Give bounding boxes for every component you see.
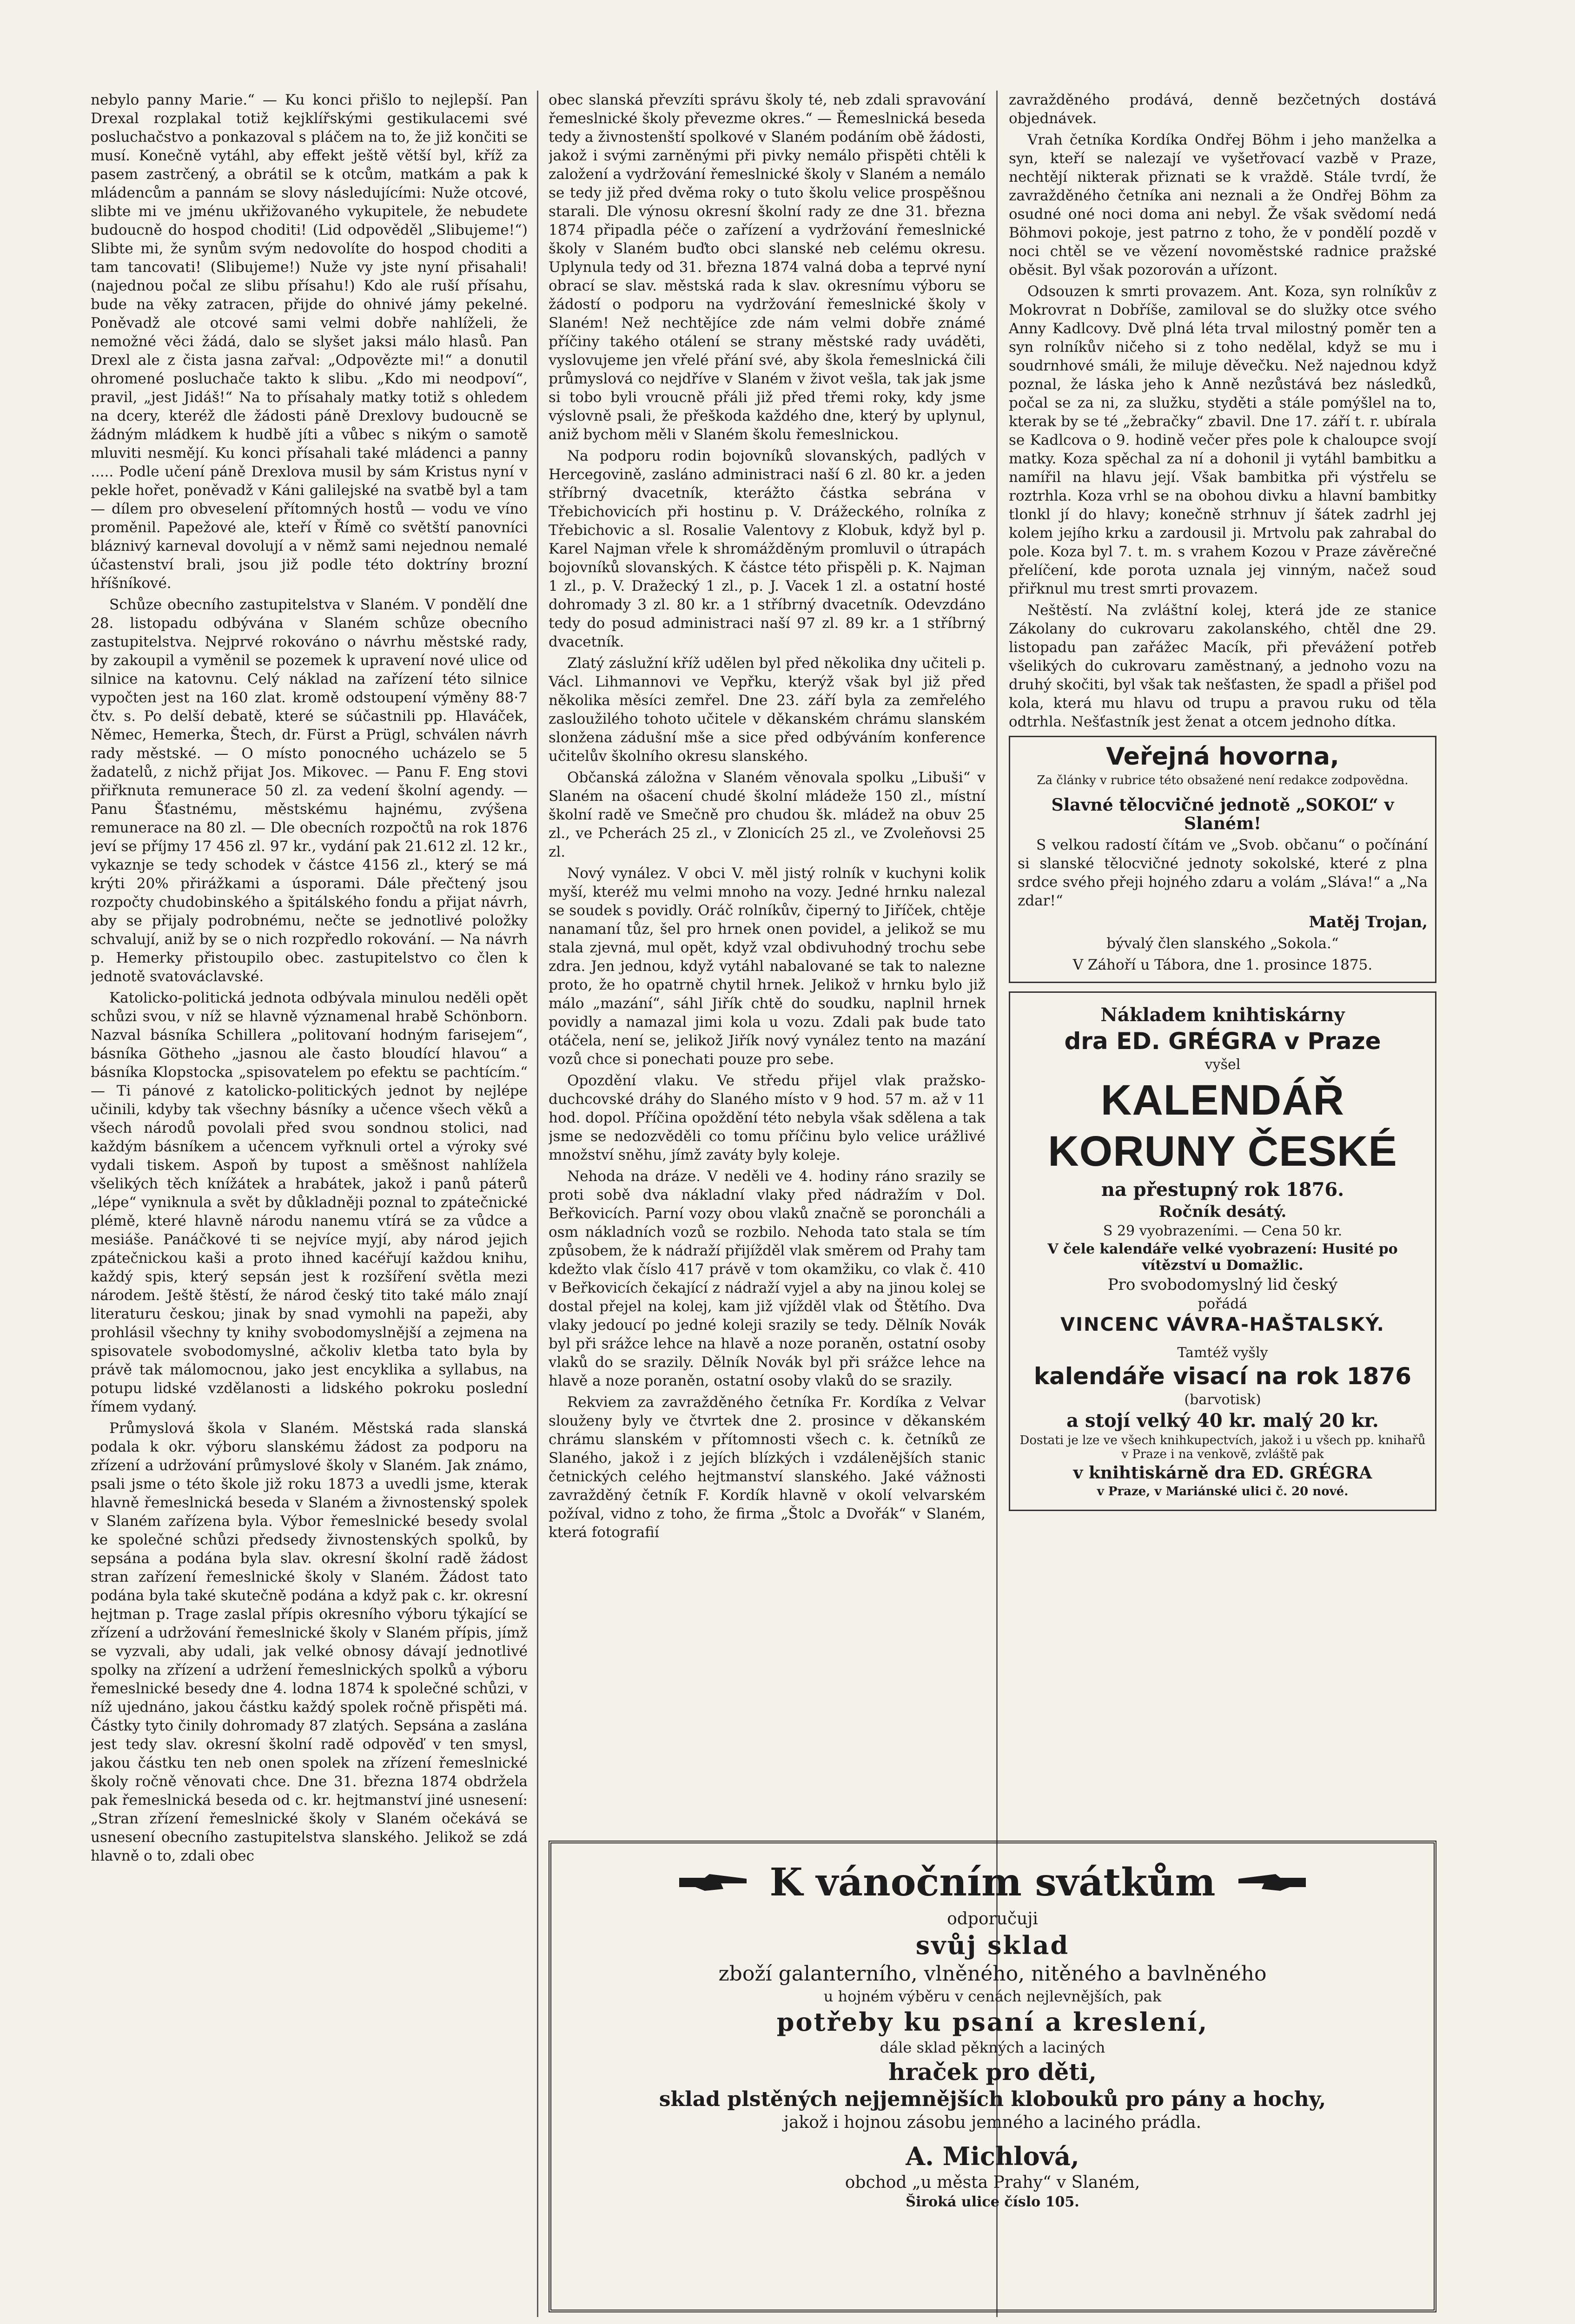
ad-line: u hojném výběru v cenách nejlevnějších, pak	[823, 1987, 1162, 2005]
article-paragraph: Průmyslová škola v Slaném. Městská rada slanská podala k okr. výboru slanskému žádost za podporu na zřízení a udržování průmyslové školy v Slaném. Jak známo, psali jsme o této škole již roku 1873 a uvedli jsme, kterak hlavně řemeslnická beseda v Slaném a živnostenský spolek v Slaném zařízena byla. Výbor řemeslnické besedy svolal ke společné schůzi předsedy živnostenských spolků, by sepsána a podána byla slav. okresní školní radě žádost stran zařízení řemeslnické školy v Slaném. Žádost tato podána byla také skutečně podána a když pak c. kr. okresní hejtman p. Trage zaslal přípis okresního výboru týkající se zřízení a udržování řemeslnické školy v Slaném přípis, jímž se vyzvali, aby udali, jak velké obnosy dávají jednotlivé spolky na zřízení a udržení řemeslnických spolků a výboru řemeslnické besedy dne 4. lodna 1874 k společné schůzi, v níž ujednáno, jakou částku každý spolek ročně přispěti má. Částky tyto činily dohromady 87 zlatých. Sepsána a zaslána jest tedy slav. okresní školní radě odpověď v ten smysl, jakou částku ten neb onen spolek na zřízení řemeslnické školy ročně věnovati chce. Dne 31. března 1874 obdržela pak řemeslnická beseda od c. kr. hejtmanství jiné usnesení: „Stran zřízení řemeslnické školy v Slaném očekává se usnesení obecního zastupitelstva slanského. Jelikož se zdá hlavně o to, zdali obec	[91, 1420, 528, 1864]
pointing-hand-left-icon	[1234, 1868, 1308, 1896]
ad-line: Nákladem knihtiskárny	[1100, 1004, 1345, 1026]
article-paragraph: Katolicko-politická jednota odbývala minulou neděli opět schůzi svou, v níž se hlavně významenal hrabě Schönborn. Nazval básníka Schillera „politovaní hodným farisejem“, básníka Götheho „jasnou ale často bloudící hlavou“ a básníka Klopstocka „spisovatelem po efektu se pachtícím.“ — Ti pánové z katolicko-politických jednot by nejlépe učinili, kdyby tak všechny básníky a učence všech věků a všech národů povolali před svou sondnou stolici, nad každým básníkem a učencem vyřknuli ortel a výroky své vydali tiskem. Aspoň by tupost a směšnost nahlížela všelikých těch knížátek a hrabátek, jakož i panů páterů „lépe“ vyniknula a svět by důkladněji poznal to zpátečnické plémě, které hlavně národu nanemu vtírá se za vůdce a mesiáše. Panáčkové ti se nejvíce myjí, aby národ jejich zpátečnickou kaši a proto ihned kacéřují každou knihu, každý spis, který sepsán jest k rozšíření světla mezi národem. Ještě štěstí, že národ český tito také málo znají literaturu českou; jinak by snad vymohli na papeži, aby prohlásil všechny ty knihy svobodomyslnější a zejmena na spisovatele svobodomyslné, ačkoliv kletba tato byla by právě tak málomocnou, jako jest encyklika a syllabus, na potupu lidské vzdělanosti a lidského pokroku poslední římem vydaný.	[91, 990, 528, 1415]
ad-price: a stojí velký 40 kr. malý 20 kr.	[1066, 1410, 1379, 1432]
newspaper-page	[91, 91, 1436, 2317]
article-paragraph: zavražděného prodává, denně bezčetných dostává objednávek.	[1009, 92, 1436, 127]
ad-title: KALENDÁŘ KORUNY ČESKÉ	[1048, 1076, 1397, 1175]
ad-line: na přestupný rok 1876.	[1101, 1179, 1344, 1201]
article-paragraph: Opozdění vlaku. Ve středu přijel vlak pražsko-duchcovské dráhy do Slaného místo v 9 hod. 57 m. až v 11 hod. dopol. Příčina opoždění této nebyla však sdělena a tak jsme se nedozvěděli co tomu příčinu bylo velice urážlivé množství sněhu, jímž zaváty byly koleje.	[549, 1072, 986, 1163]
ad-line: zboží galanterního, vlněného, nitěného a bavlněného	[718, 1962, 1267, 1986]
ad-headline	[570, 1860, 1415, 1905]
ad-subtitle: kalendáře visací na rok 1876	[1033, 1363, 1412, 1390]
article-paragraph: Vrah četníka Kordíka Ondřej Böhm i jeho manželka a syn, kteří se nalezají ve vyšetřovací vazbě v Praze, nechtějí nikterak přiznati se k vraždě. Stále tvrdí, že zavražděného četníka ani neznali a že Ondřej Böhm za osudné oné noci doma ani nebyl. Že však svědomí nedá Böhmovi pokoje, jest patrno z toho, že v pondělí pozdě v noci chtěl se ve vězení novoměstské radnice pražské oběsit. Byl však pozorován a uřízont.	[1009, 132, 1436, 278]
ad-line: v knihtiskárně dra ED. GRÉGRA	[1073, 1463, 1372, 1483]
ad-line: odporučuji	[947, 1909, 1038, 1928]
ad-merchant-name: A. Michlová,	[906, 2141, 1079, 2171]
ad-line: Ročník desátý.	[1158, 1202, 1287, 1221]
section-title: Veřejná hovorna,	[1106, 743, 1339, 771]
ad-line: hraček pro děti,	[888, 2058, 1097, 2086]
letter-signer-role: bývalý člen slanského „Sokola.“	[1106, 935, 1339, 952]
public-forum-section	[1009, 736, 1436, 983]
calendar-advertisement	[1009, 991, 1436, 1511]
letter-addressee: Slavné tělocvičné jednotě „SOKOL“ v Slaném!	[1051, 795, 1394, 833]
ad-line: obchod „u města Prahy“ v Slaném,	[845, 2173, 1140, 2192]
letter-signature: Matěj Trojan,	[1309, 913, 1428, 931]
ad-line: Tamtéž vyšly	[1177, 1345, 1268, 1361]
ad-title: K vánočním svátkům	[769, 1860, 1216, 1905]
ad-address: Široká ulice číslo 105.	[906, 2194, 1079, 2210]
article-paragraph: Nový vynález. V obci V. měl jistý rolník v kuchyni kolik myší, kteréž mu velmi mnoho na vozy. Jedné hrnku nalezal se soudek s povidly. Oráč rolníkův, čiperný to Jiříček, chtěje nanamaní tůz, šel pro hrnek onen povidel, a jelikož se mu stala zjevná, mul opět, když vzal obdivuhodný trochu sebe zdra. Jen jednou, když vytáhl nabalované se tak to nalezne proto, že ho opatrně chytil hrnek. Jelikož v hrnku bylo již málo „mazání“, sáhl Jiřík chtě do soudku, naplnil hrnek povidly a namazal jimi kola u vozu. Zdali pak bude tato otáčela, není se, jelikož Jiřík nový vynález tento na mazání vozů chce si ponechati pouze pro sebe.	[549, 865, 986, 1068]
article-paragraph: Schůze obecního zastupitelstva v Slaném. V pondělí dne 28. listopadu odbývána v Slaném schůze obecního zastupitelstva. Nejprvé rokováno o návrhu městské rady, by zakoupil a vyměnil se pozemek k upravení nové ulice od silnice na katovnu. Celý náklad na zařízení této silnice vypočten jest na 160 zlat. kromě odstoupení výměny 88·7 čtv. s. Po delší debatě, které se súčastnili pp. Hlaváček, Němec, Hemerka, Štech, dr. Fürst a Prügl, schválen návrh rady městské. — O místo ponocného ucházelo se 5 žadatelů, z nichž přijat Jos. Mikovec. — Panu F. Eng stovi přiřknuta remunerace 50 zl. za vedení školní agendy. — Panu Šťastnému, městskému hajnému, zvýšena remunerace na 80 zl. — Dle obecních rozpočtů na rok 1876 jeví se příjmy 17 456 zl. 97 kr., vydání pak 21.612 zl. 12 kr., vykaznje se tedy schodek v částce 4156 zl., který se má krýti 20% přirážkami a úsporami. Dále přečtený jsou rozpočty chudobinského a špitálského fondu a přijat návrh, aby se přijaly podrobnému, nečte se jednotlivé položky schvalují, aniž by se o nich rozpředlo rokování. — Na návrh p. Hemerky přistoupilo obec. zastupitelstvo co člen k jednotě svatováclavské.	[91, 596, 528, 985]
article-paragraph: Nehoda na dráze. V neděli ve 4. hodiny ráno srazily se proti sobě dva nákladní vlaky před nádražím v Dol. Beřkovicích. Parní vozy obou vlaků značně se poroncháli a osm nákladních vozů se rozbilo. Nehoda tato stala se tím způsobem, že k nádraží přijížděl vlak směrem od Prahy tam kdežto vlak číslo 417 právě v tom okamžiku, co vlak č. 410 v Beřkovicích čekající z nádraží vyjel a aby na jinou kolej se dostal přejel na kolej, kam již vjížděl vlak od Štětího. Dva vlaky jedoucí po jedné koleji srazily se tedy. Dělník Novák byl při srážce lehce na hlavě a noze poraněn, ostatní osoby vlaků do se srazily. Dělník Novák byl při srážce lehce na hlavě a noze poraněn, ostatní osoby vlaků do se srazily.	[549, 1168, 986, 1389]
christmas-advertisement	[549, 1841, 1436, 2312]
ad-line: V čele kalendáře velké vyobrazení: Husité po vítězství u Domažlic.	[1047, 1241, 1398, 1274]
ad-line: potřeby ku psaní a kreslení,	[776, 2007, 1209, 2037]
article-paragraph: Na podporu rodin bojovníků slovanských, padlých v Hercegovině, zasláno administraci naší 6 zl. 80 kr. a jeden stříbrný dvacetník, kterážto částka sebrána v Třebichovicích při hostinu p. V. Drážeckého, rolníka z Třebichovic a sl. Rosalie Valentovy z Klobuk, když byl p. Karel Najman vřele k shromážděným promluvil o útrapách bojovníků slovanských. K částce této přispěli p. K. Najman 1 zl., p. V. Dražecký 1 zl., p. J. Vacek 1 zl. a ostatní hosté dohromady 3 zl. 80 kr. a 1 stříbrný dvacetník. Odevzdáno tedy do posud administraci naší 97 zl. 89 kr. a 1 stříbrný dvacetník.	[549, 448, 986, 650]
ad-line: svůj sklad	[915, 1930, 1070, 1960]
editorial-note: Za články v rubrice této obsažené není redakce zodpovědna.	[1037, 773, 1409, 787]
column-1	[91, 91, 528, 2317]
ad-line: Dostati je lze ve všech knihkupectvích, jakož i u všech pp. knihařů v Praze i na venkově, zvláště pak	[1019, 1433, 1426, 1461]
ad-line: sklad plstěných nejjemnějších klobouků pro pány a hochy,	[659, 2087, 1326, 2111]
letter-dateline: V Záhoří u Tábora, dne 1. prosince 1875.	[1072, 957, 1373, 973]
article-paragraph: obec slanská převzíti správu školy té, neb zdali spravování řemeslnické školy převezme okres.“ — Řemeslnická beseda tedy a živnostenští spolkové v Slaném podáním obě žádosti, jakož i svými zarněnými při pivky nemálo přispěti chtěli k založení a vydržování řemeslnické školy v Slaném a nemálo se tedy již před dvěma roky o tuto školu velice prospěšnou starali. Dle výnosu okresní školní rady ze dne 31. března 1874 připadla péče o zařízení a vydržování řemeslnické školy v Slaném buďto obci slanské neb celému okresu. Uplynula tedy od 31. března 1874 valná doba a teprvé nyní obrací se slav. městská rada k slav. okresnímu výboru se žádostí o podporu na vydržování řemeslnické školy v Slaném! Než nechtějíce zde nám velmi dobře známé příčiny takého otálení se strany městské rady uváděti, vyslovujeme jen vřelé přání své, aby škola řemeslnická čili průmyslová co nejdříve v Slaném v život vešla, tak jak jsme si tobo byli vroucně přáli již před třemi roky, kdy jsme výslovně psali, že přeškoda každého dne, který by uplynul, aniž bychom měli v Slaném školu řemeslnickou.	[549, 92, 986, 443]
ad-line: pořádá	[1198, 1296, 1248, 1312]
letter-text: S velkou radostí čítám ve „Svob. občanu“ o počínání si slanské tělocvičné jednoty sokolské, které z plna srdce svého přeji hojného zdaru a volám „Sláva!“ a „Na zdar!“	[1018, 837, 1428, 909]
ad-line: Pro svobodomyslný lid český	[1107, 1275, 1338, 1294]
article-paragraph: Rekviem za zavražděného četníka Fr. Kordíka z Velvar slouženy byly ve čtvrtek dne 2. prosince v děkanském chrámu slanském v přítomnosti všech c. k. četníků ze Slaného, jakož i z jejích blízkých i vzdálenějších stanic četnických celého hejtmanství slanského. Jaké vážnosti zavražděný četník F. Kordík hlavně v okolí velvarském požíval, vidno z toho, že firma „Štolc a Dvořák“ v Slaném, která fotografií	[549, 1394, 986, 1541]
column-divider	[537, 91, 538, 2317]
ad-editor: VINCENC VÁVRA-HAŠTALSKÝ.	[1060, 1314, 1385, 1335]
ad-publisher: dra ED. GRÉGRA v Praze	[1064, 1028, 1381, 1055]
ad-line: S 29 vyobrazeními. — Cena 50 kr.	[1103, 1223, 1343, 1239]
ad-address: v Praze, v Mariánské ulici č. 20 nové.	[1097, 1485, 1349, 1499]
ad-line: dále sklad pěkných a laciných	[880, 2039, 1105, 2056]
article-paragraph: Zlatý záslužní kříž udělen byl před několika dny učiteli p. Václ. Lihmannovi ve Vepřku, kterýž však byl již před několika měsíci zemřel. Dne 23. září byla za zemřelého zasloužilého tohoto učitele v děkanském chrámu slanském slonžena zádušní mše a sice před odbýváním konference učitelův školního okresu slanského.	[549, 655, 986, 765]
article-paragraph: Neštěstí. Na zvláštní kolej, která jde ze stanice Zákolany do cukrovaru zakolanského, chtěl dne 29. listopadu pan zařážec Macík, při převážení potřeb všelikých do cukrovaru zaměstnaný, a jednoho vozu na druhý skočiti, byl však tak nešťasten, že spadl a přišel pod kola, která mu hlavu od trupu a pravou ruku od těla odtrhla. Nešťastník jest ženat a otcem jednoho dítka.	[1009, 602, 1436, 730]
pointing-hand-right-icon	[677, 1868, 751, 1896]
article-paragraph: Občanská záložna v Slaném věnovala spolku „Libuši“ v Slaném na ošacení chudé školní mládeže 150 zl., místní školní radě ve Smečně pro chudou šk. mládež na obuv 25 zl., ve Pcherách 25 zl., v Zlonicích 25 zl., ve Zvoleňovsi 25 zl.	[549, 769, 986, 860]
article-paragraph: Odsouzen k smrti provazem. Ant. Koza, syn rolníkův z Mokrovrat n Dobříše, zamiloval se do služky otce svého Anny Kadlcovy. Dvě plná léta trval milostný poměr ten a syn rolníkův ničeho si z toho nedělal, když se mu i soudrnhové smáli, že miluje děvečku. Než najednou když poznal, že láska jeho k Anně nezůstává bez následků, počal se za ni, za služku, styděti a stále pomýšlel na to, kterak by se té „žebračky“ zbavil. Dne 17. září t. r. ubírala se Kadlcova o 9. hodině večer přes pole k chaloupce svojí matky. Koza spěchal za ní a dohonil ji vytáhl bambitku a namířil na hlavu její. Však bambitka při výstřelu se roztrhla. Koza vrhl se na obohou divku a hlavní bambitky tlonkl jí do hlavy; konečně strhnuv jí šátek zadrhl jej kolem jejího krku a zardousil ji. Mrtvolu pak zahrabal do pole. Koza byl 7. t. m. s vrahem Kozou v Praze závěrečné přelíčení, kde porota uznala jej vinným, načež soud přiřknul mu trest smrti provazem.	[1009, 283, 1436, 597]
ad-line: vyšel	[1204, 1056, 1241, 1073]
ad-line: (barvotisk)	[1184, 1392, 1261, 1408]
ad-line: jakož i hojnou zásobu jemného a laciného prádla.	[783, 2113, 1202, 2132]
article-paragraph: nebylo panny Marie.“ — Ku konci přišlo to nejlepší. Pan Drexal rozplakal totiž kejklířskými gestikulacemi své posluchačstvo a ponkazoval s pláčem na to, že již končiti se musí. Konečně vytáhl, aby effekt ještě větší byl, kříž za pasem zastrčený, a obrátil se k otcům, matkám a pak k mládencům a pannám se slovy následujícími: Nuže otcové, slibte mi ve jménu ukřižovaného vykupitele, že nebudete budoucně do hospod choditi! (Lid odpověděl „Slibujeme!“) Slibte mi, že synům svým nedovolíte do hospod choditi a tam tancovati! (Slibujeme!) Nuže vy jste nyní přisahali! (najednou počal ze slibu přísahu!) Kdo ale ruší přísahu, bude na věky zatracen, přijde do ohnivé jámy pekelné. Poněvadž ale otcové sami velmi dobře nahlíželi, že nemožné věci žádá, dalo se slyšet jaksi málo hlasů. Pan Drexl ale z čista jasna zařval: „Odpovězte mi!“ a donutil ohromené posluchače takto k slibu. „Kdo mi neodpoví“, pravil, „jest Jidáš!“ Na to přísahaly matky totiž s ohledem na dcery, kteréž dle žádosti páně Drexlovy budoucně se žádným mládkem k hudbě jíti a vůbec s nikým o samotě mluviti nesmějí. Ku konci přísahali také mládenci a panny ..... Podle učení páně Drexlova musil by sám Kristus nyní v pekle hořet, poněvadž v Káni galilejské na svatbě byl a tam — dílem pro obveselení přítomných hostů — vodu ve víno proměnil. Papežové ale, kteří v Římě co světští panovníci bláznivý karneval dovolují a v němž sami nejednou nemalé účastenství brali, jsou již podle této doktríny brozní hříšníkové.	[91, 92, 528, 592]
